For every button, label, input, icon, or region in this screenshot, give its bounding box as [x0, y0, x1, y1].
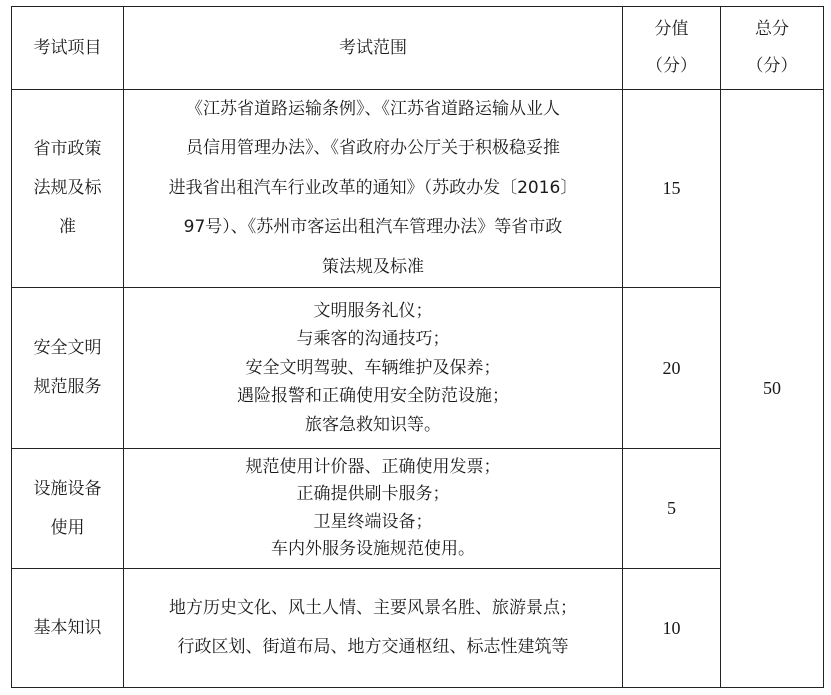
score-cell: 10	[623, 569, 721, 688]
total-score-cell: 50	[721, 90, 824, 688]
score-cell: 5	[623, 449, 721, 569]
score-cell: 15	[623, 90, 721, 288]
score-cell: 20	[623, 288, 721, 449]
item-cell: 安全文明 规范服务	[12, 288, 124, 449]
header-row	[12, 7, 824, 90]
item-cell: 基本知识	[12, 569, 124, 688]
header-item: 考试项目	[12, 7, 124, 90]
header-score: 分值 （分）	[623, 7, 721, 90]
item-cell: 省市政策 法规及标 准	[12, 90, 124, 288]
table-row	[12, 90, 824, 288]
scope-cell: 规范使用计价器、正确使用发票； 正确提供刷卡服务； 卫星终端设备； 车内外服务设施规范使用。	[124, 449, 623, 569]
scope-cell: 地方历史文化、风土人情、主要风景名胜、旅游景点； 行政区划、街道布局、地方交通枢纽、标志性建筑等	[124, 569, 623, 688]
table-row	[12, 449, 824, 569]
scope-cell: 《江苏省道路运输条例》、《江苏省道路运输从业人 员信用管理办法》、《省政府办公厅关于积极稳妥推 进我省出租汽车行业改革的通知》（苏政办发〔2016〕 97号）、《苏州市客运出租汽车管理办法》等省市政 策法规及标准	[124, 90, 623, 288]
exam-scope-table	[11, 6, 824, 688]
table-row	[12, 569, 824, 688]
header-scope: 考试范围	[124, 7, 623, 90]
scope-cell: 文明服务礼仪； 与乘客的沟通技巧； 安全文明驾驶、车辆维护及保养； 遇险报警和正确使用安全防范设施； 旅客急救知识等。	[124, 288, 623, 449]
item-cell: 设施设备 使用	[12, 449, 124, 569]
table-row	[12, 288, 824, 449]
header-total: 总分 （分）	[721, 7, 824, 90]
